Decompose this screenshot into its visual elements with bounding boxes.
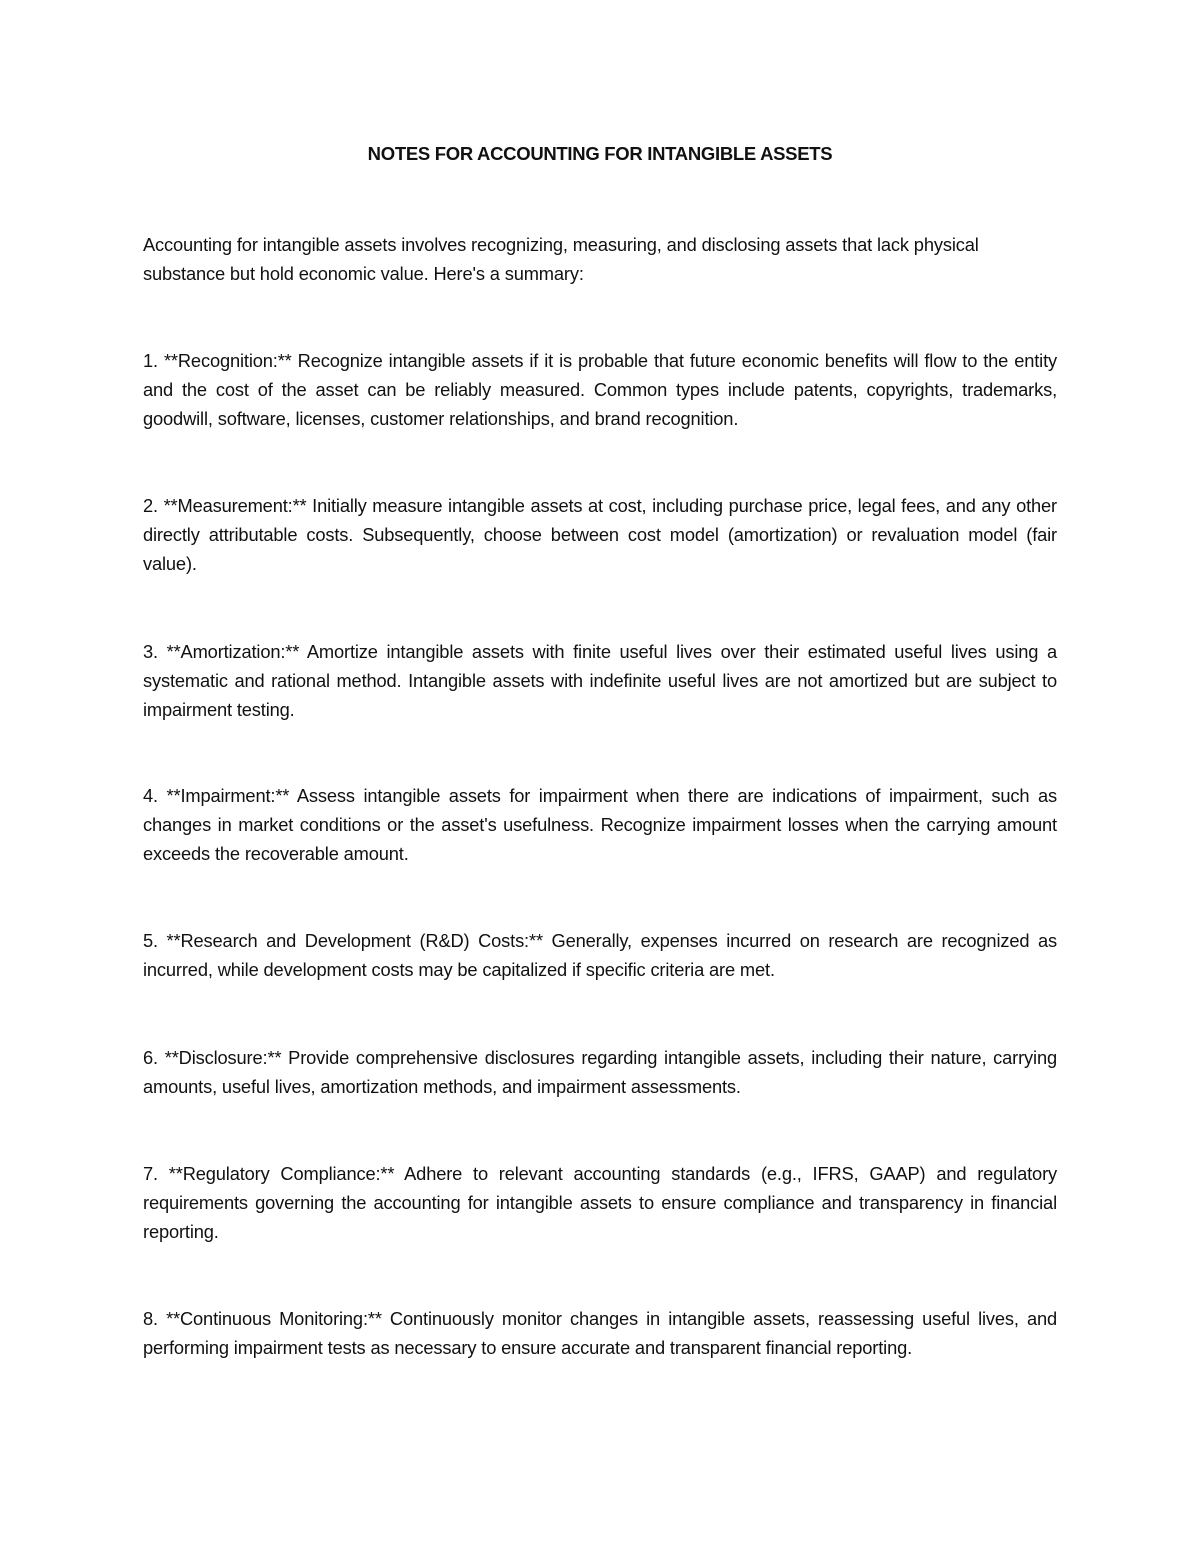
list-item-disclosure: 6. **Disclosure:** Provide comprehensive disclosures regarding intangible assets, including their nature, carrying amounts, useful lives, amortization methods, and impairment assessments. [143, 1047, 1057, 1097]
list-item-research-development: 5. **Research and Development (R&D) Costs:** Generally, expenses incurred on research are recognized as incurred, while development costs may be capitalized if specific criteria are met. [143, 930, 1057, 980]
list-item-impairment: 4. **Impairment:** Assess intangible assets for impairment when there are indications of impairment, such as changes in market conditions or the asset's usefulness. Recognize impairment losses when the carrying amount exceeds the recoverable amount. [143, 785, 1057, 864]
list-item-regulatory-compliance: 7. **Regulatory Compliance:** Adhere to relevant accounting standards (e.g., IFRS, GAAP) and regulatory requirements governing the accounting for intangible assets to ensure compliance and transparency in financial reporting. [143, 1163, 1057, 1242]
list-item-amortization: 3. **Amortization:** Amortize intangible assets with finite useful lives over their estimated useful lives using a systematic and rational method. Intangible assets with indefinite useful lives are not amortized but are subject to impairment testing. [143, 641, 1057, 720]
document-title: NOTES FOR ACCOUNTING FOR INTANGIBLE ASSETS [367, 143, 833, 164]
list-item-recognition: 1. **Recognition:** Recognize intangible assets if it is probable that future economic benefits will flow to the entity and the cost of the asset can be reliably measured. Common types include patents, copyrights, trademarks, goodwill, software, licenses, customer relationships, and brand recognition. [143, 350, 1057, 429]
intro-paragraph: Accounting for intangible assets involves recognizing, measuring, and disclosing assets that lack physical substance but hold economic value. Here's a summary: [143, 234, 979, 284]
list-item-continuous-monitoring: 8. **Continuous Monitoring:** Continuously monitor changes in intangible assets, reassessing useful lives, and performing impairment tests as necessary to ensure accurate and transparent financial reporting. [143, 1308, 1057, 1358]
list-item-measurement: 2. **Measurement:** Initially measure intangible assets at cost, including purchase price, legal fees, and any other directly attributable costs. Subsequently, choose between cost model (amortization) or revaluation model (fair value). [143, 495, 1057, 574]
